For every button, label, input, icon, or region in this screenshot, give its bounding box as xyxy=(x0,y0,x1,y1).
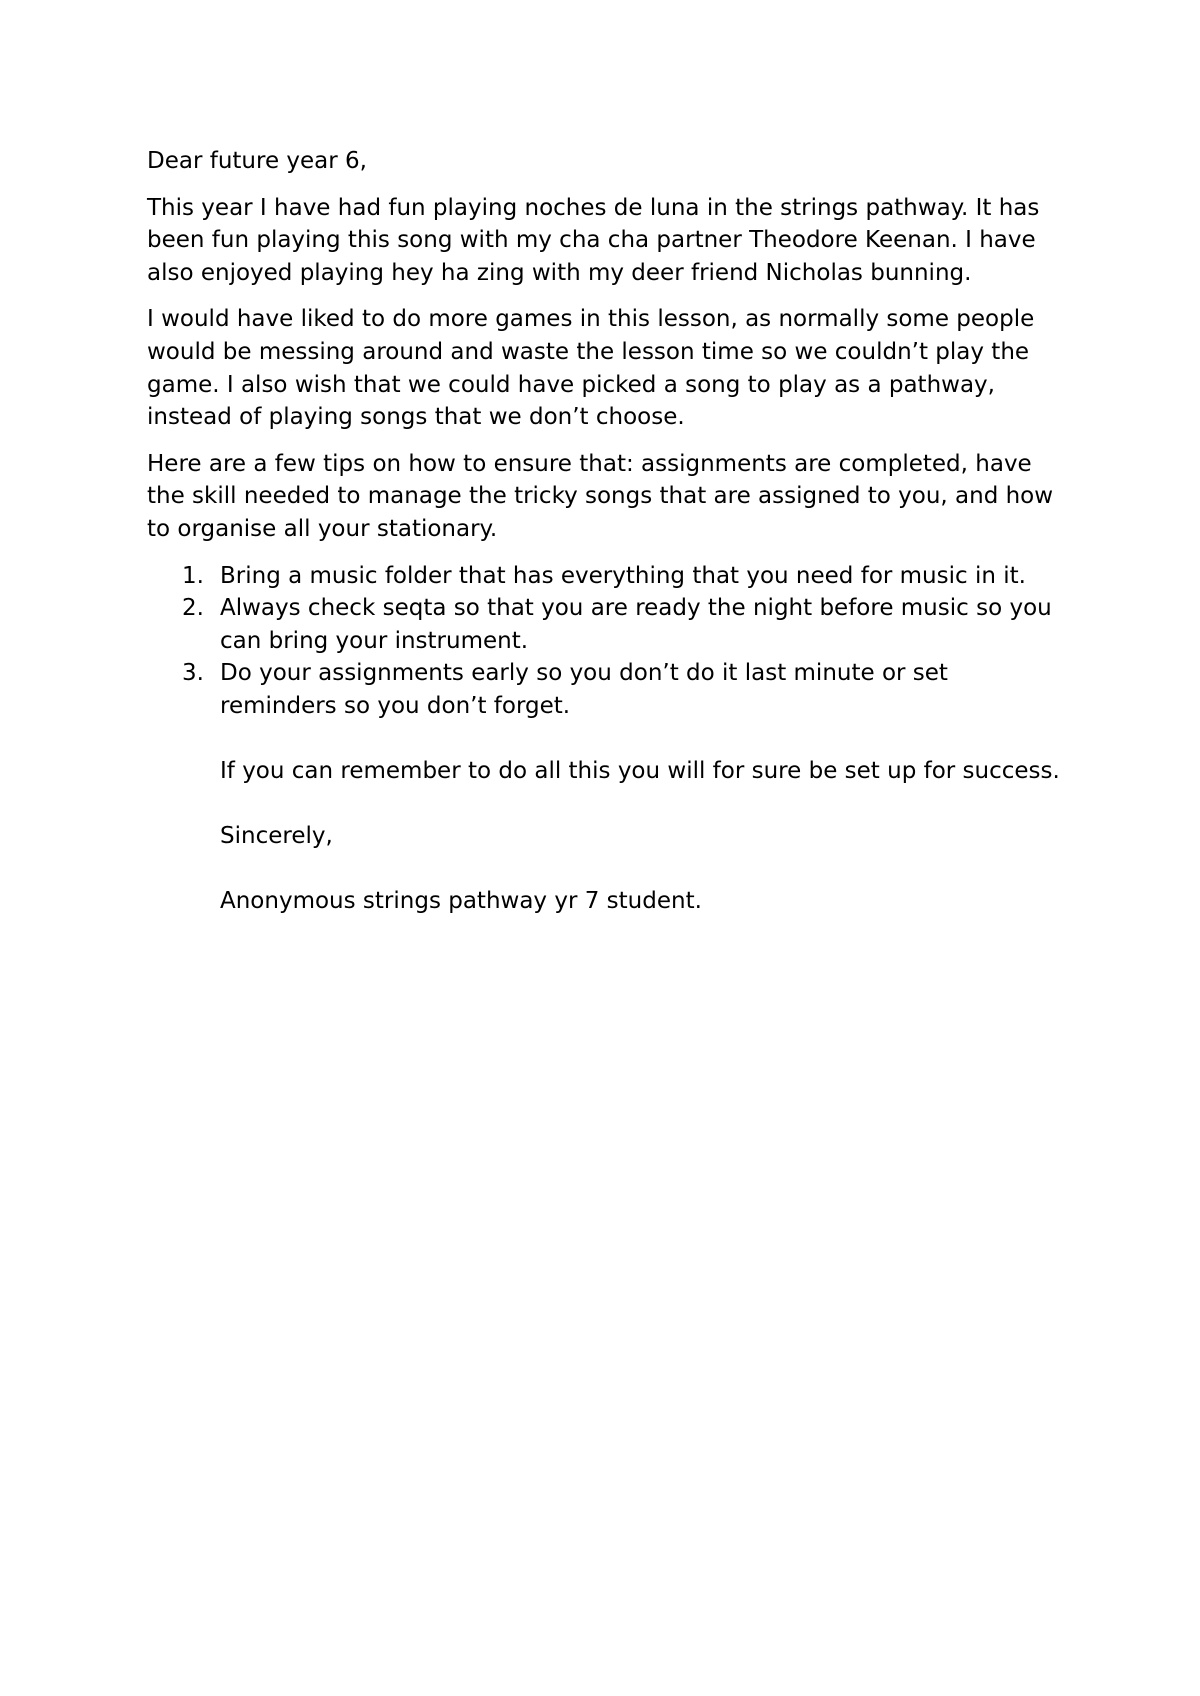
signature: Anonymous strings pathway yr 7 student. xyxy=(220,888,702,915)
letter-greeting: Dear future year 6, xyxy=(147,148,367,174)
tips-list xyxy=(147,560,1067,723)
list-item-number: 1. xyxy=(182,562,204,589)
list-item-number: 3. xyxy=(182,660,204,687)
spacer xyxy=(147,723,1067,756)
list-item-text: Do your assignments early so you don’t do it last minute or set reminders so you don’t forget. xyxy=(220,660,948,719)
list-item xyxy=(147,657,1067,722)
list-item-text: Always check seqta so that you are ready the night before music so you can bring your instrument. xyxy=(220,595,1052,654)
paragraph-tips-intro: Here are a few tips on how to ensure that: assignments are completed, have the skill needed to manage the tricky songs that are assigned to you, and how to organise all your stationary. xyxy=(147,450,1054,542)
spacer xyxy=(147,853,1067,886)
sign-off: Sincerely, xyxy=(220,823,333,850)
spacer xyxy=(147,788,1067,821)
closing-line: If you can remember to do all this you will for sure be set up for success. xyxy=(220,758,1060,785)
list-item xyxy=(147,592,1067,657)
list-item-number: 2. xyxy=(182,595,204,622)
paragraph-wishes: I would have liked to do more games in this lesson, as normally some people would be messing around and waste the lesson time so we couldn’t play the game. I also wish that we could have picked a song to play as a pathway, instead of playing songs that we don’t choose. xyxy=(147,306,1035,431)
paragraph-intro: This year I have had fun playing noches de luna in the strings pathway. It has been fun playing this song with my cha cha partner Theodore Keenan. I have also enjoyed playing hey ha zing with my deer friend Nicholas bunning. xyxy=(147,194,1040,286)
letter-body xyxy=(147,145,1067,918)
list-item-text: Bring a music folder that has everything that you need for music in it. xyxy=(220,562,1026,589)
list-item xyxy=(147,560,1067,593)
